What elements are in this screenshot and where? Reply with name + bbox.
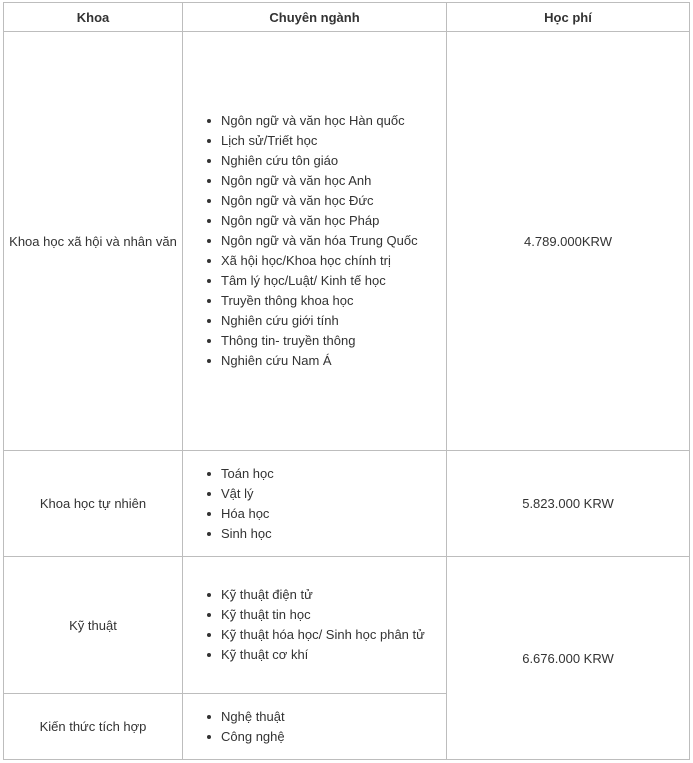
list-item: Truyền thông khoa học bbox=[221, 291, 446, 311]
list-item: Nghiên cứu tôn giáo bbox=[221, 151, 446, 171]
list-item: Sinh học bbox=[221, 524, 446, 544]
list-item: Lịch sử/Triết học bbox=[221, 131, 446, 151]
table-row bbox=[4, 32, 690, 451]
majors-list bbox=[183, 585, 446, 665]
list-item: Ngôn ngữ và văn học Đức bbox=[221, 191, 446, 211]
fee-cell: 6.676.000 KRW bbox=[447, 557, 690, 760]
list-item: Kỹ thuật tin học bbox=[221, 605, 446, 625]
list-item: Nghệ thuật bbox=[221, 707, 446, 727]
header-fee: Học phí bbox=[447, 3, 690, 32]
list-item: Kỹ thuật hóa học/ Sinh học phân tử bbox=[221, 625, 446, 645]
list-item: Nghiên cứu giới tính bbox=[221, 311, 446, 331]
faculty-cell: Khoa học tự nhiên bbox=[4, 451, 183, 557]
list-item: Kỹ thuật điện tử bbox=[221, 585, 446, 605]
list-item: Ngôn ngữ và văn học Pháp bbox=[221, 211, 446, 231]
majors-list bbox=[183, 464, 446, 544]
list-item: Ngôn ngữ và văn hóa Trung Quốc bbox=[221, 231, 446, 251]
faculty-cell: Khoa học xã hội và nhân văn bbox=[4, 32, 183, 451]
faculty-cell: Kỹ thuật bbox=[4, 557, 183, 694]
list-item: Thông tin- truyền thông bbox=[221, 331, 446, 351]
fee-cell: 4.789.000KRW bbox=[447, 32, 690, 451]
table-row bbox=[4, 451, 690, 557]
fee-cell: 5.823.000 KRW bbox=[447, 451, 690, 557]
list-item: Ngôn ngữ và văn học Hàn quốc bbox=[221, 111, 446, 131]
header-major: Chuyên ngành bbox=[183, 3, 447, 32]
faculty-cell: Kiến thức tích hợp bbox=[4, 694, 183, 760]
list-item: Tâm lý học/Luật/ Kinh tế học bbox=[221, 271, 446, 291]
majors-cell bbox=[183, 451, 447, 557]
header-faculty: Khoa bbox=[4, 3, 183, 32]
list-item: Ngôn ngữ và văn học Anh bbox=[221, 171, 446, 191]
list-item: Nghiên cứu Nam Á bbox=[221, 351, 446, 371]
list-item: Công nghệ bbox=[221, 727, 446, 747]
majors-cell bbox=[183, 557, 447, 694]
tuition-table bbox=[3, 2, 690, 760]
majors-list bbox=[183, 707, 446, 747]
majors-cell bbox=[183, 694, 447, 760]
header-row bbox=[4, 3, 690, 32]
list-item: Toán học bbox=[221, 464, 446, 484]
list-item: Hóa học bbox=[221, 504, 446, 524]
majors-cell bbox=[183, 32, 447, 451]
majors-list bbox=[183, 111, 446, 371]
table-row bbox=[4, 557, 690, 694]
list-item: Xã hội học/Khoa học chính trị bbox=[221, 251, 446, 271]
list-item: Vật lý bbox=[221, 484, 446, 504]
list-item: Kỹ thuật cơ khí bbox=[221, 645, 446, 665]
